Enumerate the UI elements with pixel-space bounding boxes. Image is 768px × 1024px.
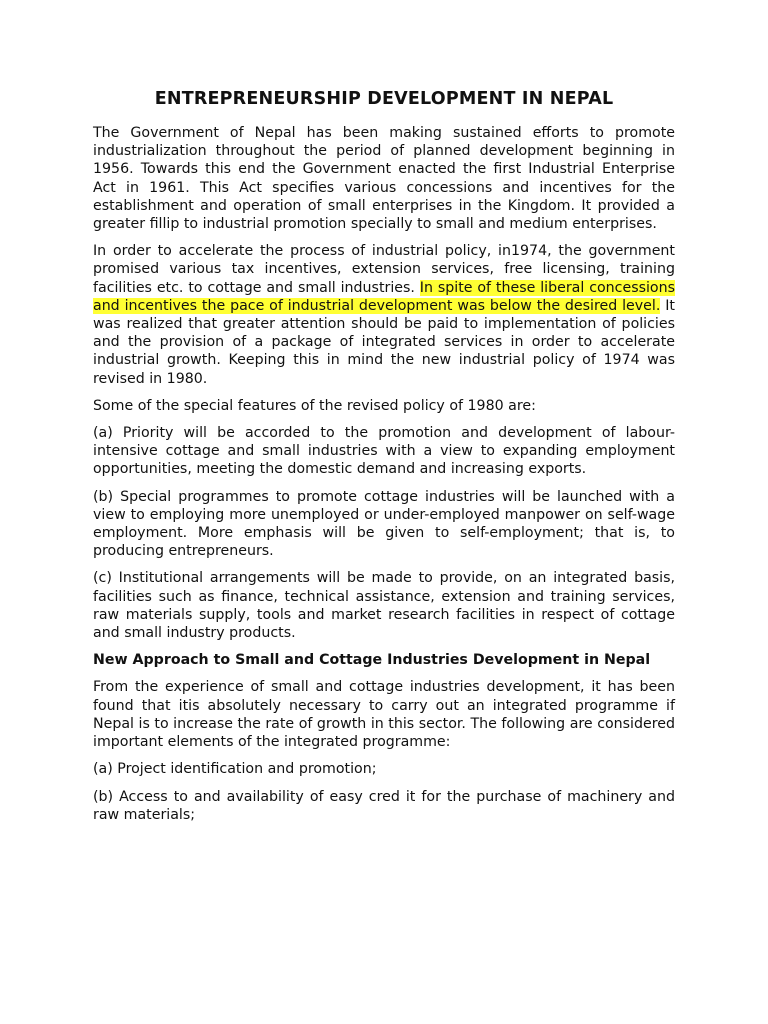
element-item-b: (b) Access to and availability of easy cred it for the purchase of machinery and raw materials; [93,788,675,823]
paragraph-text: In order to accelerate the process of industrial policy, in1974, the government promised various tax incentives, extension services, free licensing, training facilities etc. to cottage and small industries. [93,243,675,296]
list-item-c: (c) Institutional arrangements will be made to provide, on an integrated basis, facilities such as finance, technical assistance, extension and training services, raw materials supply, tools and market research facilities in respect of cottage and small industry products. [93,570,675,642]
paragraph-new-approach: From the experience of small and cottage industries development, it has been found that itis absolutely necessary to carry out an integrated programme if Nepal is to increase the rate of growth in this sector. The following are considered important elements of the integrated programme: [93,679,675,751]
document-page [93,88,675,833]
paragraph-text: It was realized that greater attention should be paid to implementation of policies and the provision of a package of integrated services in order to accelerate industrial growth. Keeping this in mind the new industrial policy of 1974 was revised in 1980. [93,297,675,387]
paragraph-features-intro: Some of the special features of the revised policy of 1980 are: [93,397,536,414]
paragraph-intro: The Government of Nepal has been making sustained efforts to promote industrialization throughout the period of planned development beginning in 1956. Towards this end the Government enacted the first Industrial Enterprise Act in 1961. This Act specifies various concessions and incentives for the establishment and operation of small enterprises in the Kingdom. It provided a greater fillip to industrial promotion specially to small and medium enterprises. [93,125,675,233]
highlighted-text: In spite of these liberal concessions and incentives the pace of industrial development was below the desired level. [93,279,675,314]
section-heading: New Approach to Small and Cottage Industries Development in Nepal [93,652,651,669]
document-title: ENTREPRENEURSHIP DEVELOPMENT IN NEPAL [154,89,614,109]
list-item-a: (a) Priority will be accorded to the promotion and development of labour-intensive cottage and small industries with a view to expanding employment opportunities, meeting the domestic demand and increasing exports. [93,425,675,478]
list-item-b: (b) Special programmes to promote cottage industries will be launched with a view to employing more unemployed or under-employed manpower on self-wage employment. More emphasis will be given to self-employment; that is, to producing entrepreneurs. [93,488,675,560]
paragraph-policy-1974 [93,242,675,388]
element-item-a: (a) Project identification and promotion; [93,761,377,778]
